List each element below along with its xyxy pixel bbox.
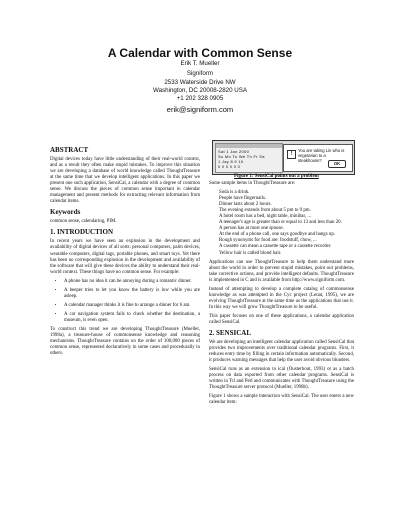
figure-caption: Figure 1: SensiCal points out a problem (234, 174, 319, 179)
focus-paragraph: This paper focuses on one of these applications, a calendar application called SensiCal. (209, 313, 354, 325)
example-list (50, 279, 200, 324)
list-item: Dinner lasts about 2 hours. (219, 202, 272, 208)
sensical-heading: 2. SENSICAL (209, 329, 252, 338)
intro-paragraph: In recent years we have seen an explosion in the development and availability of digital devices of all sorts: personal computers, palm devices, wearable computers, digital tags, portable phones, and smart toys. Yet there has been no corresponding explosion in the development and availability of the software that will give these devices the ability to understand their real-world context. These things have no common sense. For example: (50, 239, 200, 275)
sensical-paragraph-1: We are developing an intelligent calendar application called SensiCal that provides two improvements over traditional calendar programs. First, it reduces entry time by filling in certain information automatically. Second, it produces warning messages that help the user avoid obvious blunders. (209, 340, 354, 364)
abstract-heading: ABSTRACT (50, 146, 89, 154)
list-item: At the end of a phone call, one says goodbye and hangs up. (219, 232, 335, 238)
list-item: • A car navigation system fails to check whether the destination, a museum, is even open. (64, 312, 200, 324)
calendar-row: 1 Jay 8 9 10 (218, 159, 244, 164)
warning-dialog (283, 144, 353, 172)
list-item: • A beeper tries to let you know the battery is low while you are asleep. (64, 288, 200, 300)
intro-paragraph-2: To construct this trend we are developing ThoughtTreasure (Mueller, 1998a), a treasure-house of commonsense knowledge and reasoning mechanisms. ThoughtTreasure contains on the order of 100,000 pieces of common sense, represented declaratively in some cases and procedurally in others. (50, 326, 200, 357)
list-item: The evening extends from about 5 pm to 9 pm. (219, 208, 311, 214)
calendar-row: Su Mo Tu We Th Fr Sa (218, 154, 265, 159)
sample-items-list (219, 190, 354, 257)
figure-1-screenshot (212, 140, 355, 175)
list-item: Rough synonyms for food are: foodstuff, chow, ... (219, 238, 317, 244)
paper-title: A Calendar with Common Sense (107, 46, 293, 60)
author-email[interactable]: erik@signiform.com (166, 105, 234, 114)
author-address-1: 2533 Waterside Drive NW (164, 79, 236, 86)
author-address-2: Washington, DC 20008-2820 USA (152, 87, 247, 94)
left-column (50, 143, 200, 360)
author-org: Signiform (186, 70, 214, 77)
applications-paragraph: Applications can use ThoughtTreasure to help them understand more about the world in order to prevent stupid mistakes, point out problems, take corrective actions, and provide intelligent defaults. ThoughtTreasure is implemented in C and is available from http://www.signiform.com. (209, 259, 354, 283)
list-item: Soda is a drink. (219, 190, 250, 196)
list-item: • A calendar manager thinks it is fine to arrange a dinner for 6 am. (64, 303, 200, 309)
sensical-paragraph-3: Figure 1 shows a sample interaction with SensiCal. The user enters a new calendar item: (209, 394, 354, 406)
calendar-row: 0 0 0 0 0 0 (218, 164, 241, 169)
list-item: People have fingernails. (219, 196, 267, 202)
cyc-paragraph: Instead of attempting to develop a complete catalog of commonsense knowledge as was attempted in the Cyc project (Lenat, 1995), we are evolving ThoughtTreasure at the same time as the applications that use it. In this way we will grow ThoughtTreasure to be useful. (209, 286, 354, 310)
list-item: A hotel room has a bed, night table, minibar, ... (219, 214, 312, 220)
abstract-text: Digital devices today have little understanding of their real-world context, and as a result they often make stupid mistakes. To improve this situation we are developing a database of world knowledge called ThoughtTreasure at the same time that we develop intelligent applications. In this paper we present one such application, SensiCal, a calendar with a degree of common sense. We discuss the pieces of common sense important in calendar management and present methods for extracting relevant information from calendar items. (50, 157, 200, 205)
calendar-window (215, 143, 283, 173)
calendar-date-header: Sat 1 Jan 2000 (218, 149, 250, 154)
introduction-heading: 1. INTRODUCTION (50, 228, 114, 237)
ok-button[interactable]: OK (328, 160, 346, 168)
warning-icon: ! (287, 150, 296, 159)
list-item: A cassette can mean a cassette tape or a cassette recorder. (219, 244, 332, 250)
author-name: Erik T. Mueller (180, 60, 220, 67)
sample-items-intro: Some sample items in ThoughtTreasure are: (209, 181, 296, 186)
sensical-paragraph-2: SensiCal runs as an extension to ical (Ousterhout, 1993) or as a batch process on data exported from other calendar programs. SensiCal is written in Tcl and Perl and communicates with ThoughtTreasure using the ThoughtTreasure server protocol (Mueller, 1998b). (209, 367, 354, 391)
keywords-text: common sense, calendaring, PIM. (50, 219, 117, 225)
keywords-heading: Keywords (50, 208, 81, 217)
right-column (209, 181, 354, 410)
list-item: A person has at most one spouse. (219, 226, 284, 232)
warning-message: You are taking Lin who is vegetarian to a steakhouse? (298, 148, 345, 163)
list-item: • A phone has no idea it can be annoying during a romantic dinner. (64, 279, 200, 285)
list-item: A teenager's age is greater than or equal to 13 and less than 20. (219, 220, 342, 226)
list-item: Yellow hair is called blond hair. (219, 250, 282, 256)
author-phone: +1 202 328 0905 (176, 95, 224, 102)
